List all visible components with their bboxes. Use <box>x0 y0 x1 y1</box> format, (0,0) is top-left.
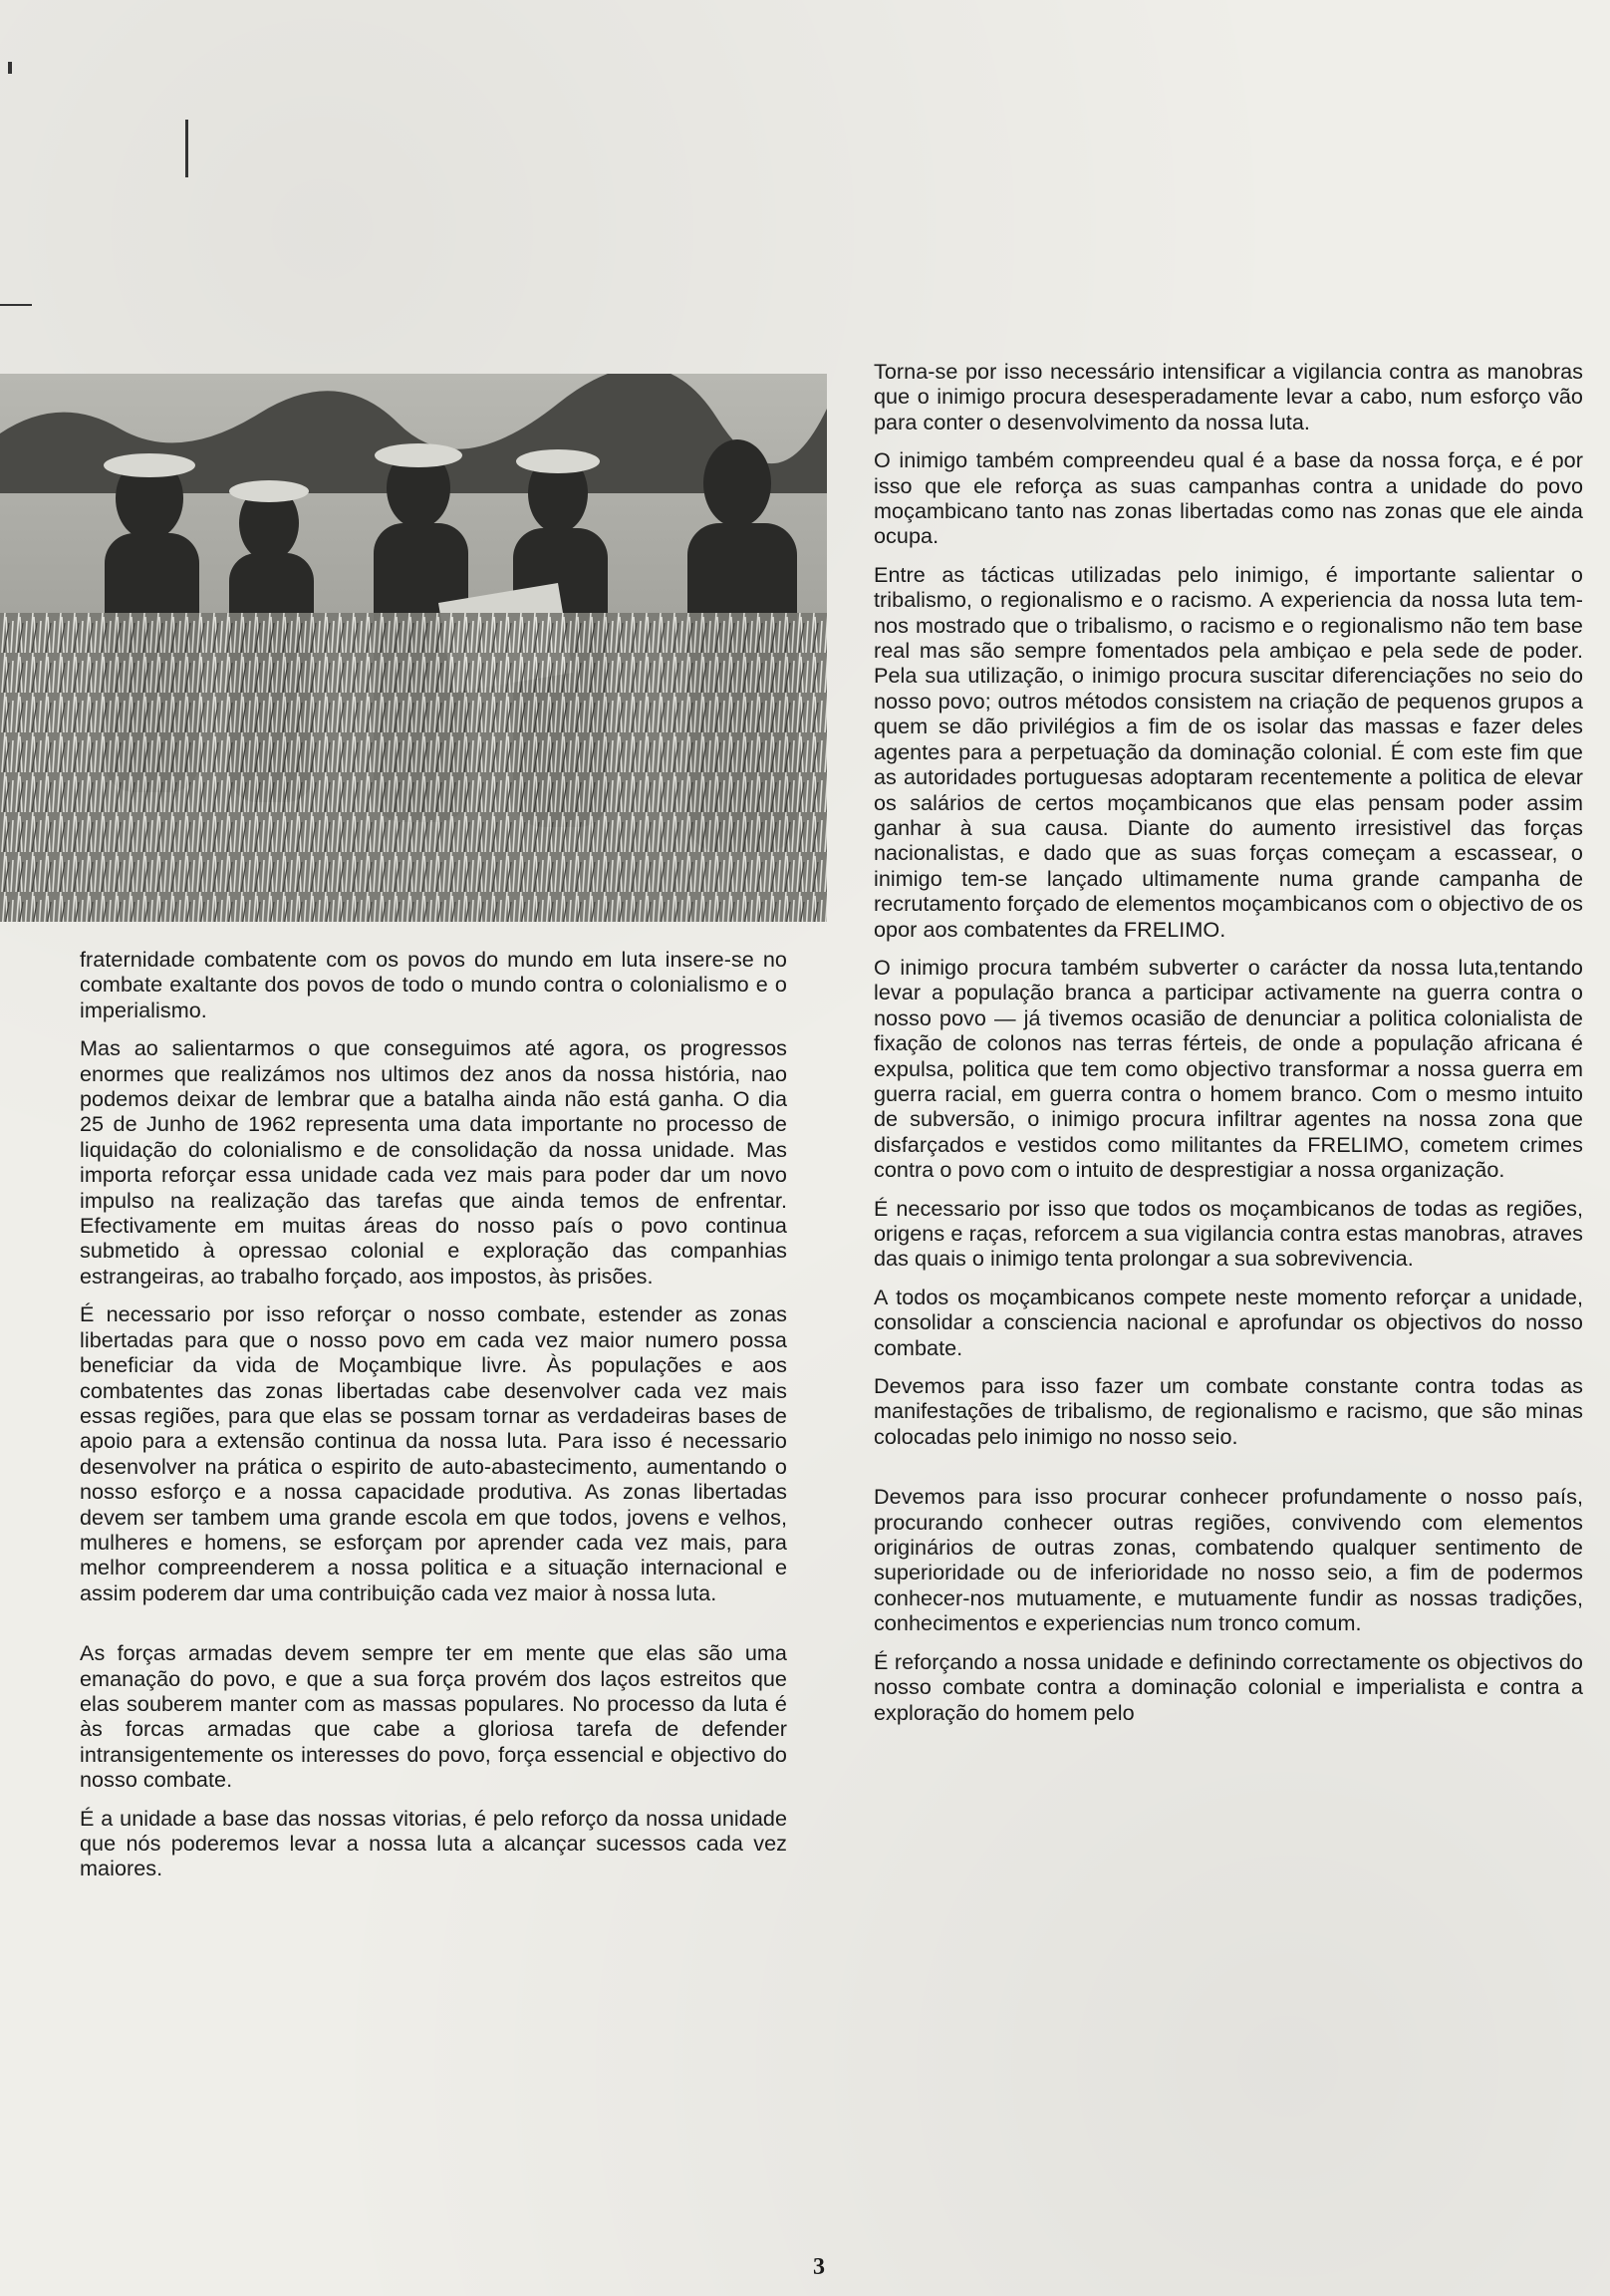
scan-mark <box>0 304 32 306</box>
paragraph: Mas ao salientarmos o que conseguimos até agora, os progressos enormes que realizámos nos ultimos dez anos da nossa história, nao podemos deixar de lembrar que a batalha ainda não está ganha. O dia 25 de Junho de 1962 representa uma data importante no processo de liquidação do colonialismo e de consolidação da nossa unidade. Mas importa reforçar essa unidade cada vez mais para poder dar um novo impulso na realização das tarefas que ainda temos de enfrentar. Efectivamente em muitas áreas do nosso país o povo continua submetido à opressao colonial e exploração das companhias estrangeiras, ao trabalho forçado, aos impostos, às prisões. <box>80 1035 787 1289</box>
paragraph: A todos os moçambicanos compete neste momento reforçar a unidade, consolidar a consciencia nacional e aprofundar os objectivos do nosso combate. <box>874 1284 1583 1360</box>
paragraph: Devemos para isso fazer um combate constante contra todas as manifestações de tribalismo, de regionalismo e racismo, que são minas colocadas pelo inimigo no nosso seio. <box>874 1373 1583 1449</box>
paragraph: Torna-se por isso necessário intensificar a vigilancia contra as manobras que o inimigo procura desesperadamente levar a cabo, num esforço vão para conter o desenvolvimento da nossa luta. <box>874 359 1583 434</box>
page-number: 3 <box>813 2254 825 2280</box>
paragraph: As forças armadas devem sempre ter em mente que elas são uma emanação do povo, e que a sua força provém dos laços estreitos que elas souberem manter com as massas populares. No processo da luta é às forcas armadas que cabe a gloriosa tarefa de defender intransigentemente os interesses do povo, força essencial e objectivo do nosso combate. <box>80 1640 787 1793</box>
paragraph: fraternidade combatente com os povos do mundo em luta insere-se no combate exaltante dos povos de todo o mundo contra o colonialismo e o imperialismo. <box>80 947 787 1022</box>
scan-mark <box>185 120 188 177</box>
scan-mark <box>8 62 12 74</box>
photo-icon <box>0 374 827 922</box>
paragraph: O inimigo também compreendeu qual é a base da nossa força, e é por isso que ele reforça as suas campanhas contra a unidade do povo moçambicano tanto nas zonas libertadas como nas zonas que ele ainda ocupa. <box>874 447 1583 549</box>
paragraph: É necessario por isso reforçar o nosso combate, estender as zonas libertadas para que o nosso povo em cada vez maior numero possa beneficiar da vida de Moçambique livre. Às populações e aos combatentes das zonas libertadas cabe desenvolver cada vez mais essas regiões, para que elas se possam tornar as verdadeiras bases de apoio para a extensão continua da nossa luta. Para isso é necessario desenvolver na prática o espirito de auto-abastecimento, aumentando o nosso esforço e a nossa capacidade produtiva. As zonas libertadas devem ser tambem uma grande escola em que todos, jovens e velhos, mulheres e homens, se esforçam por aprender cada vez mais, para melhor compreenderem a nossa politica e a situação internacional e assim poderem dar uma contribuição cada vez maior à nossa luta. <box>80 1301 787 1605</box>
left-text-column <box>80 947 787 1894</box>
paragraph: Entre as tácticas utilizadas pelo inimigo, é importante salientar o tribalismo, o regionalismo e o racismo. A experiencia da nossa luta tem-nos mostrado que o tribalismo, o racismo e o regionalismo não tem base real mas são sempre fomentados pela ambiçao e pela sede de poder. Pela sua utilização, o inimigo procura suscitar diferenciações no seio do nosso povo; outros métodos consistem na criação de pequenos grupos a quem se dão privilégios a fim de os isolar das massas e fazer deles agentes para a perpetuação da dominação colonial. É com este fim que as autoridades portuguesas adoptaram recentemente a politica de elevar os salários de certos moçambicanos que elas pensam poder assim ganhar à sua causa. Diante do aumento irresistivel das forças nacionalistas, e dado que as suas forças começam a escassear, o inimigo tem-se lançado ultimamente numa grande campanha de recrutamento forçado de elementos moçambicanos com o objectivo de os opor aos combatentes da FRELIMO. <box>874 561 1583 942</box>
paragraph: É a unidade a base das nossas vitorias, é pelo reforço da nossa unidade que nós poderemos levar a nossa luta a alcançar sucessos cada vez maiores. <box>80 1805 787 1881</box>
paragraph: É reforçando a nossa unidade e definindo correctamente os objectivos do nosso combate contra a dominação colonial e imperialista e contra a exploração do homem pelo <box>874 1648 1583 1725</box>
right-text-column <box>874 359 1583 1738</box>
photo-soldiers-in-field <box>0 374 827 922</box>
paragraph: Devemos para isso procurar conhecer profundamente o nosso país, procurando conhecer outras regiões, convivendo com elementos originários de outras zonas, combatendo qualquer sentimento de superioridade ou de inferioridade no nosso seio, a fim de podermos conhecer-nos mutuamente, e mutuamente fundir as nossas tradições, conhecimentos e experiencias num tronco comum. <box>874 1484 1583 1636</box>
paragraph: O inimigo procura também subverter o carácter da nossa luta,tentando levar a população branca a participar activamente na guerra contra o nosso povo — já tivemos ocasião de denunciar a politica colonialista de fixação de colonos nas terras férteis, de onde a população africana é expulsa, politica que tem como objectivo transformar a nossa guerra em guerra racial, em guerra contra o homem branco. Com o mesmo intuito de subversão, o inimigo procura infiltrar agentes na nossa zona que disfarçados e vestidos como militantes da FRELIMO, cometem crimes contra o povo com o intuito de desprestigiar a nossa organização. <box>874 954 1583 1183</box>
paragraph: É necessario por isso que todos os moçambicanos de todas as regiões, origens e raças, reforcem a sua vigilancia contra estas manobras, atraves das quais o inimigo tenta prolongar a sua sobrevivencia. <box>874 1195 1583 1272</box>
